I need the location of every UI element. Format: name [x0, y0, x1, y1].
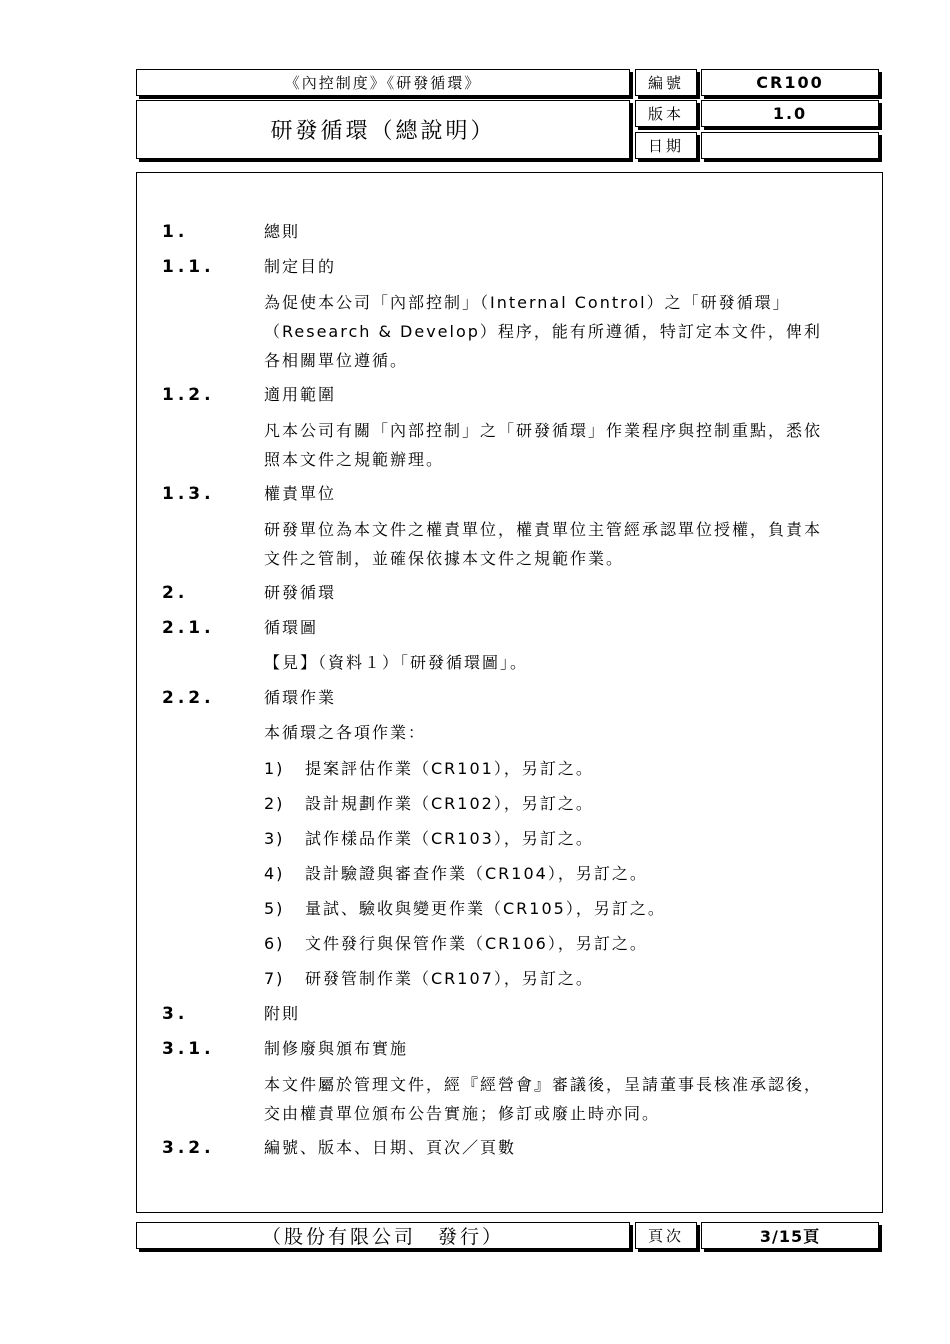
- section-paragraph: [264, 416, 864, 474]
- date-label: 日期: [635, 132, 697, 159]
- section-paragraph: 【見】（資料１）「研發循環圖」。: [264, 653, 529, 672]
- section-title: 權責單位: [264, 484, 337, 503]
- list-item-number: 3): [264, 829, 285, 848]
- list-item: 試作樣品作業（CR103），另訂之。: [305, 829, 594, 848]
- paragraph-line: 研發單位為本文件之權責單位，權責單位主管經承認單位授權，負責本: [264, 520, 823, 539]
- section-number: 1.1.: [162, 257, 215, 277]
- document-series: 《內控制度》《研發循環》: [136, 69, 630, 96]
- section-title: 研發循環: [264, 583, 337, 602]
- paragraph-line: 文件之管制，並確保依據本文件之規範作業。: [264, 549, 625, 568]
- paragraph-line: 為促使本公司「內部控制」（Internal Control）之「研發循環」: [264, 293, 791, 312]
- page-number: 3/15頁: [701, 1222, 879, 1249]
- list-item: 研發管制作業（CR107），另訂之。: [305, 969, 594, 988]
- paragraph-line: 凡本公司有關「內部控制」之「研發循環」作業程序與控制重點，悉依: [264, 421, 823, 440]
- list-item: 文件發行與保管作業（CR106），另訂之。: [305, 934, 648, 953]
- section-number: 2.1.: [162, 618, 215, 638]
- list-item-number: 2): [264, 794, 285, 813]
- paragraph-line: 各相關單位遵循。: [264, 351, 409, 370]
- section-number: 3.: [162, 1004, 189, 1024]
- list-item-number: 1): [264, 759, 285, 778]
- section-number: 1.2.: [162, 385, 215, 405]
- publisher-footer: （股份有限公司 發行）: [136, 1222, 630, 1249]
- list-item: 量試、驗收與變更作業（CR105），另訂之。: [305, 899, 666, 918]
- list-item: 設計規劃作業（CR102），另訂之。: [305, 794, 594, 813]
- paragraph-line: 照本文件之規範辦理。: [264, 450, 445, 469]
- section-title: 適用範圍: [264, 385, 337, 404]
- paragraph-line: （Research & Develop）程序，能有所遵循，特訂定本文件，俾利: [264, 322, 822, 341]
- paragraph-line: 本文件屬於管理文件，經『經營會』審議後，呈請董事長核准承認後，: [264, 1075, 823, 1094]
- paragraph-line: 交由權責單位頒布公告實施；修訂或廢止時亦同。: [264, 1104, 661, 1123]
- section-title: 制修廢與頒布實施: [264, 1039, 409, 1058]
- version-value: 1.0: [701, 100, 879, 127]
- section-number: 1.: [162, 222, 189, 242]
- section-number: 2.: [162, 583, 189, 603]
- section-title: 制定目的: [264, 257, 337, 276]
- version-label: 版本: [635, 100, 697, 127]
- section-paragraph: [264, 288, 864, 375]
- date-value: [701, 132, 879, 159]
- list-item-number: 6): [264, 934, 285, 953]
- page-label: 頁次: [635, 1222, 697, 1249]
- section-paragraph: [264, 1070, 864, 1128]
- section-number: 1.3.: [162, 484, 215, 504]
- section-title: 循環圖: [264, 618, 319, 637]
- section-title: 循環作業: [264, 688, 337, 707]
- document-title: 研發循環（總說明）: [136, 100, 630, 159]
- section-number: 3.1.: [162, 1039, 215, 1059]
- list-item-number: 5): [264, 899, 285, 918]
- section-title: 附則: [264, 1004, 301, 1023]
- section-title: 總則: [264, 222, 301, 241]
- code-value: CR100: [701, 69, 879, 96]
- section-paragraph: [264, 515, 864, 573]
- section-title: 編號、版本、日期、頁次／頁數: [264, 1138, 517, 1157]
- section-number: 3.2.: [162, 1138, 215, 1158]
- list-item-number: 4): [264, 864, 285, 883]
- section-number: 2.2.: [162, 688, 215, 708]
- list-item: 提案評估作業（CR101），另訂之。: [305, 759, 594, 778]
- list-intro: 本循環之各項作業：: [264, 723, 427, 742]
- list-item-number: 7): [264, 969, 285, 988]
- list-item: 設計驗證與審查作業（CR104），另訂之。: [305, 864, 648, 883]
- code-label: 編號: [635, 69, 697, 96]
